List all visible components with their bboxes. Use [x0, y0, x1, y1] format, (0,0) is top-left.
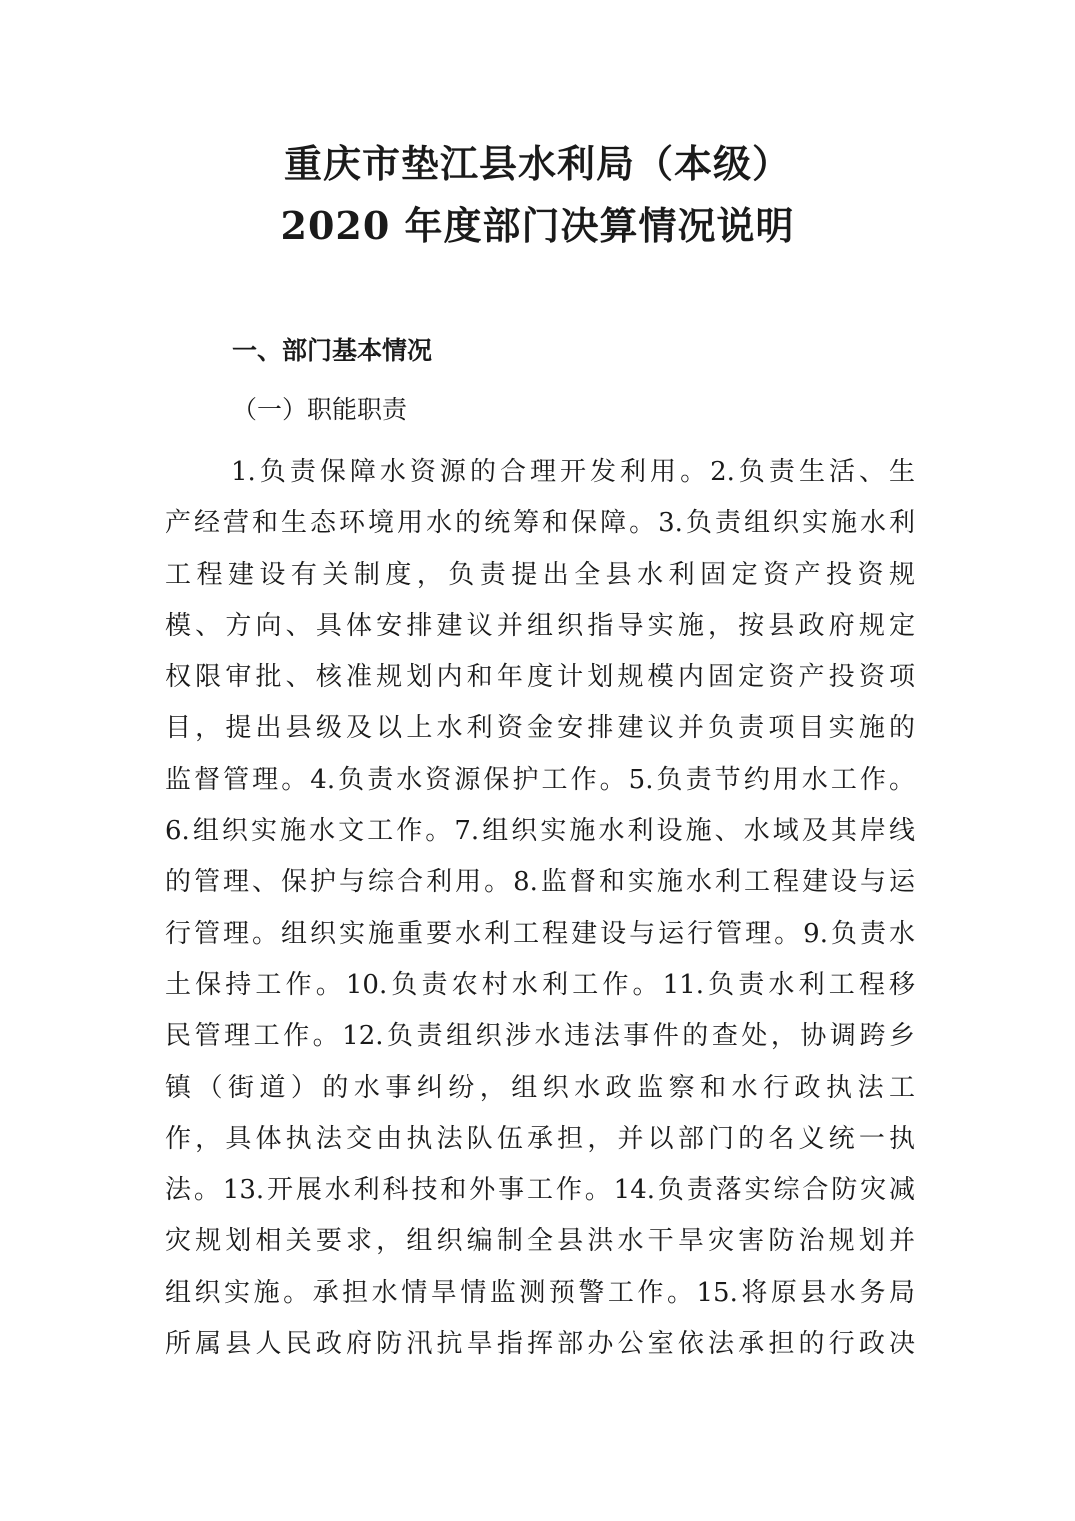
section-heading-department-basics: 一、部门基本情况 — [232, 336, 433, 365]
paragraph-line: 产经营和生态环境用水的统筹和保障。3.负责组织实施水利 — [165, 508, 915, 539]
paragraph-line: 6.组织实施水文工作。7.组织实施水利设施、水域及其岸线 — [165, 816, 915, 847]
paragraph-line: 工程建设有关制度，负责提出全县水利固定资产投资规 — [165, 559, 915, 590]
paragraph-line: 作，具体执法交由执法队伍承担，并以部门的名义统一执 — [165, 1123, 915, 1154]
paragraph-line: 模、方向、具体安排建议并组织指导实施，按县政府规定 — [165, 610, 915, 641]
document-title-line1: 重庆市垫江县水利局（本级） — [283, 141, 791, 186]
paragraph-line: 镇（街道）的水事纠纷，组织水政监察和水行政执法工 — [165, 1072, 915, 1103]
paragraph-line: 监督管理。4.负责水资源保护工作。5.负责节约用水工作。 — [165, 764, 915, 795]
paragraph-line: 权限审批、核准规划内和年度计划规模内固定资产投资项 — [165, 662, 915, 693]
paragraph-line: 的管理、保护与综合利用。8.监督和实施水利工程建设与运 — [165, 867, 915, 898]
paragraph-line: 所属县人民政府防汛抗旱指挥部办公室依法承担的行政决 — [165, 1329, 915, 1360]
paragraph-line: 灾规划相关要求，组织编制全县洪水干旱灾害防治规划并 — [165, 1226, 915, 1257]
functions-paragraph — [165, 448, 915, 1371]
paragraph-line: 土保持工作。10.负责农村水利工作。11.负责水利工程移 — [165, 969, 915, 1000]
paragraph-line: 1.负责保障水资源的合理开发利用。2.负责生活、生 — [231, 457, 915, 487]
paragraph-line: 目，提出县级及以上水利资金安排建议并负责项目实施的 — [165, 713, 915, 744]
paragraph-line: 法。13.开展水利科技和外事工作。14.负责落实综合防灾减 — [165, 1175, 915, 1206]
paragraph-line: 组织实施。承担水情旱情监测预警工作。15.将原县水务局 — [165, 1277, 915, 1308]
paragraph-line: 行管理。组织实施重要水利工程建设与运行管理。9.负责水 — [165, 918, 915, 949]
paragraph-line: 民管理工作。12.负责组织涉水违法事件的查处，协调跨乡 — [165, 1021, 915, 1052]
subsection-heading-functions: （一）职能职责 — [232, 395, 408, 424]
document-title-line2: 2020 年度部门决算情况说明 — [280, 203, 795, 248]
